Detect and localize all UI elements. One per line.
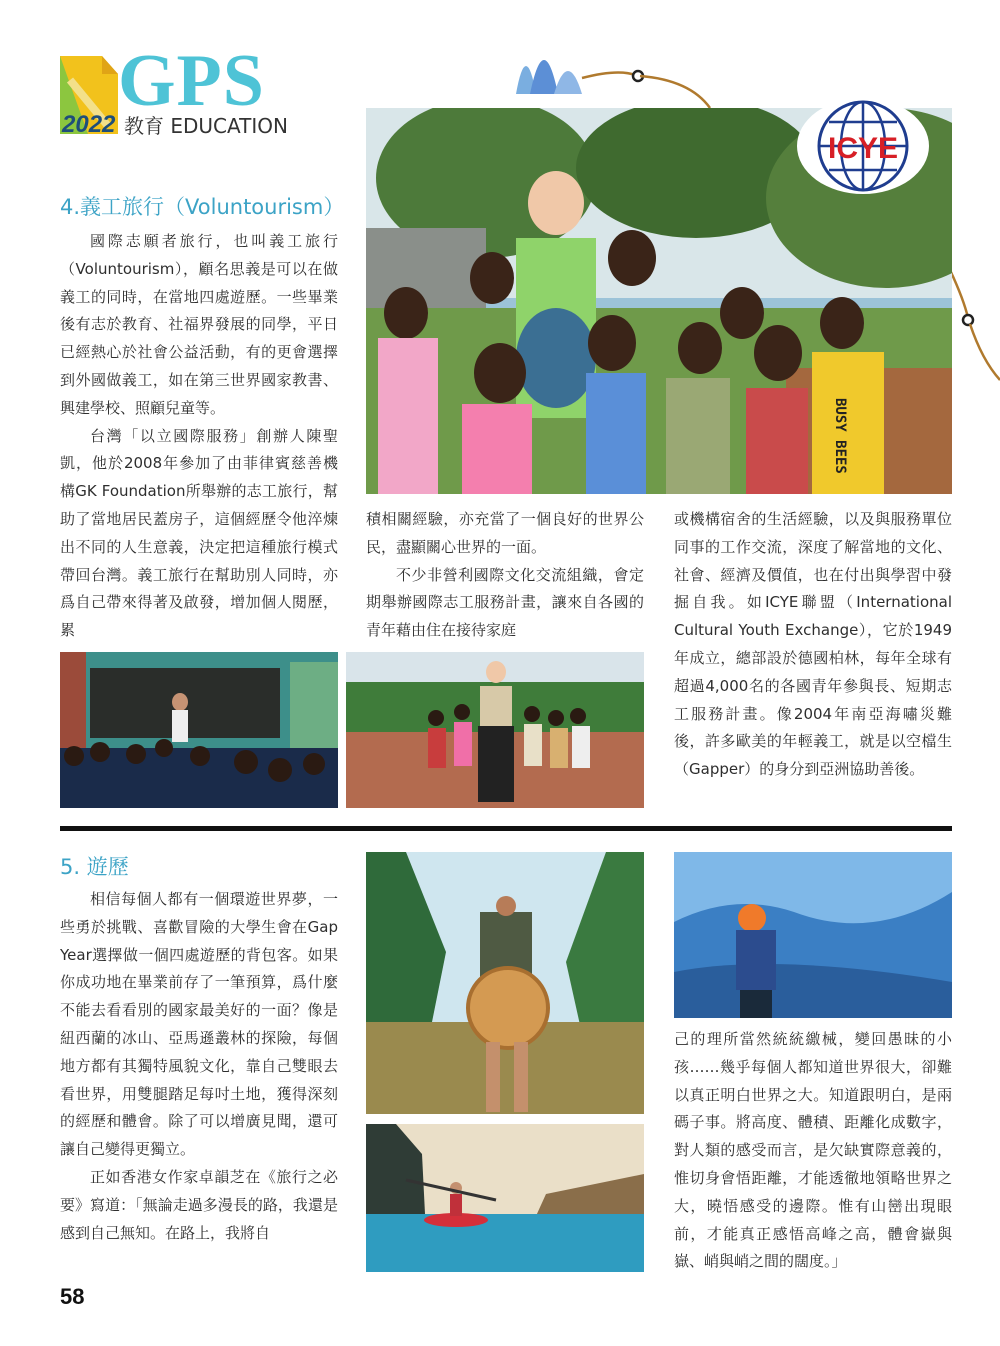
logo-category: 教育 EDUCATION: [124, 114, 288, 138]
text-column: [674, 1026, 952, 1276]
text-column: [60, 228, 338, 645]
paragraph: 或機構宿舍的生活經驗，以及與服務單位同事的工作交流，深度了解當地的文化、社會、經濟及價值，也在付出與學習中發掘自我。如ICYE聯盟（International Cultural Youth Exchange），它於1949年成立，總部設於德國柏林，每年全球有超過4,000名的各國青年參與長、短期志工服務計畫。像2004年南亞海嘯災難後，許多歐美的年輕義工，就是以空檔生（Gapper）的身分到亞洲協助善後。: [674, 510, 952, 779]
section-divider: [60, 826, 952, 831]
text-column: [60, 886, 338, 1247]
paragraph: 台灣「以立國際服務」創辦人陳聖凱，他於2008年參加了由菲律賓慈善機構GK Foundation所舉辦的志工旅行，幫助了當地居民蓋房子，這個經歷令他淬煉出不同的人生意義，決定把這種旅行模式帶回台灣。義工旅行在幫助別人同時，亦爲自己帶來得著及啟發，增加個人閱歷，累: [60, 426, 338, 640]
page-number: 58: [60, 1284, 85, 1309]
paragraph: 己的理所當然統統繳械，變回愚昧的小孩……幾乎每個人都知道世界很大，卻難以真正明白世界之大。知道跟明白，是兩碼子事。將高度、體積、距離化成數字，對人類的感受而言，是欠缺實際意義的，惟切身會悟距離，才能透徹地領略世界之大，曉悟感受的邊際。惟有山巒出現眼前，才能真正感悟高峰之高，體會嶽與嶽、峭與峭之間的闊度。」: [674, 1030, 952, 1271]
ice-cave-photo: [674, 852, 952, 1018]
decorative-line: [946, 270, 1000, 390]
text-column: [674, 506, 952, 784]
paragraph: 不少非營利國際文化交流組織，會定期舉辦國際志工服務計畫，讓來自各國的青年藉由住在接待家庭: [366, 565, 644, 640]
shirt-text: BUSY BEES: [832, 398, 848, 474]
paragraph: 正如香港女作家卓韻芝在《旅行之必要》寫道：「無論走過多漫長的路，我還是感到自己無知。在路上，我將自: [60, 1167, 338, 1242]
paragraph: 積相關經驗，亦充當了一個良好的世界公民，盡顯關心世界的一面。: [366, 510, 644, 556]
icye-logo: [795, 96, 931, 196]
text-column: [366, 506, 644, 645]
backpacker-photo: [366, 852, 644, 1114]
volunteer-walking-photo: [346, 652, 644, 808]
paragraph: 國際志願者旅行，也叫義工旅行（Voluntourism），顧名思義是可以在做義工的同時，在當地四處遊歷。一些畢業後有志於教育、社福界發展的同學，平日已經熱心於社會公益活動，有的更會選擇到外國做義工，如在第三世界國家教書、興建學校、照顧兒童等。: [60, 232, 338, 417]
section-heading-voluntourism: 4.義工旅行（Voluntourism）: [60, 195, 345, 219]
icye-logo-text: ICYE: [827, 132, 899, 165]
logo-title: GPS: [118, 40, 265, 122]
paragraph: 相信每個人都有一個環遊世界夢，一些勇於挑戰、喜歡冒險的大學生會在Gap Year選擇做一個四處遊歷的背包客。如果你成功地在畢業前存了一筆預算，爲什麼不能去看看別的國家最美好的一面？像是紐西蘭的冰山、亞馬遜叢林的探險，每個地方都有其獨特風貌文化，靠自己雙眼去看世界，用雙腿踏足每吋土地，獲得深刻的經歷和體會。除了可以增廣見聞，還可讓自己變得更獨立。: [60, 890, 338, 1159]
classroom-photo: [60, 652, 338, 808]
section-heading-travel: 5. 遊歷: [60, 855, 129, 879]
kayaking-photo: [366, 1124, 644, 1272]
logo-year: 2022: [62, 111, 116, 138]
